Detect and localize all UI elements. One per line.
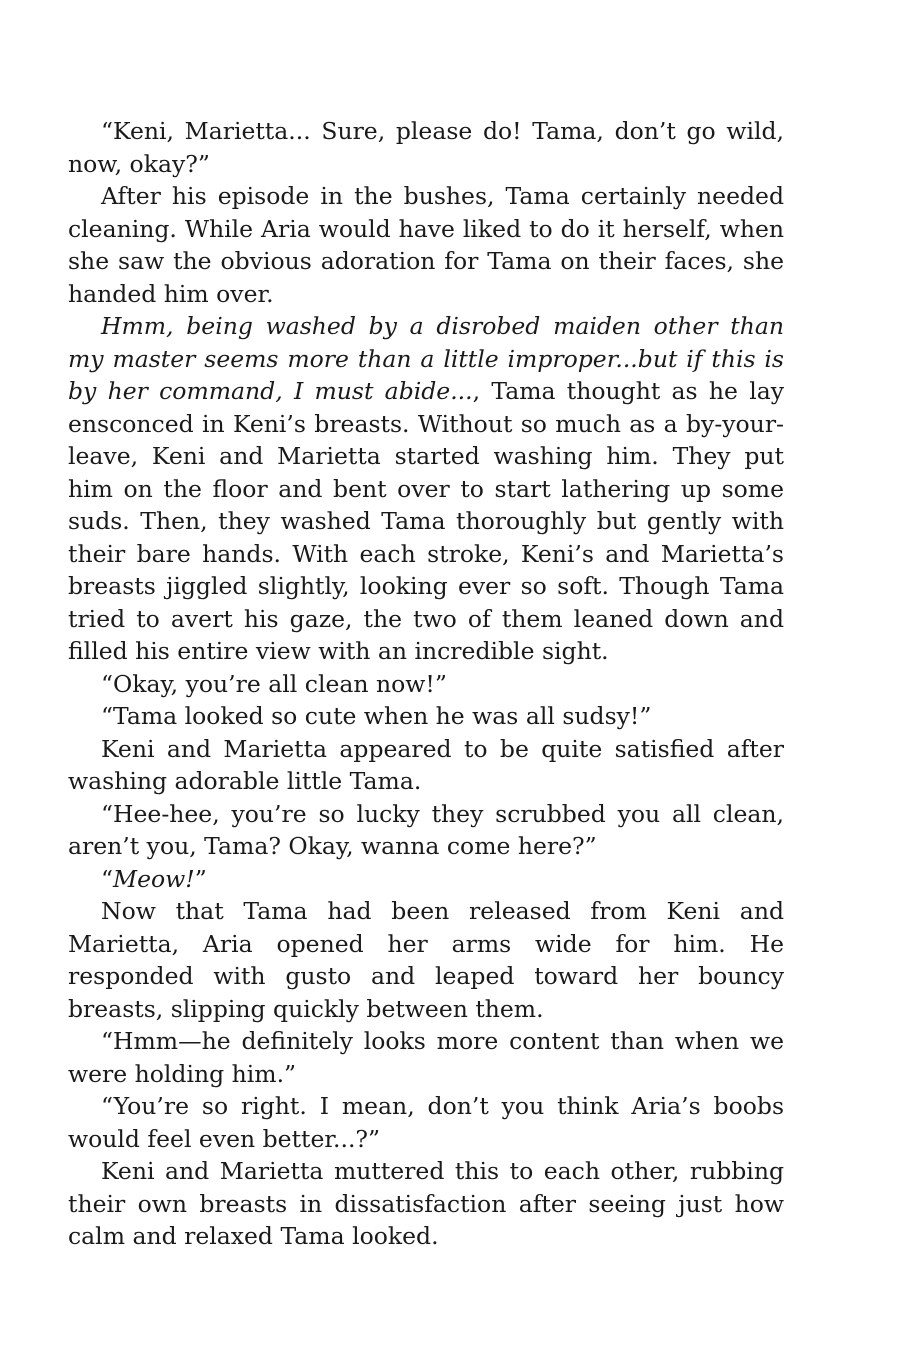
paragraph-muttered xyxy=(68,1155,784,1253)
paragraph-text: “Keni, Marietta... Sure, please do! Tama, don’t go wild, now, okay?” xyxy=(68,117,784,178)
page-body xyxy=(68,115,784,1253)
paragraph-text: “You’re so right. I mean, don’t you think Aria’s boobs would feel even better...?” xyxy=(68,1092,784,1153)
paragraph-cute-sudsy xyxy=(68,700,784,733)
paragraph-text: “Hmm—he definitely looks more content than when we were holding him.” xyxy=(68,1027,784,1088)
paragraph-text: “Tama looked so cute when he was all sudsy!” xyxy=(101,702,652,730)
paragraph-satisfied xyxy=(68,733,784,798)
paragraph-text: “Hee-hee, you’re so lucky they scrubbed you all clean, aren’t you, Tama? Okay, wanna come here?” xyxy=(68,799,784,860)
paragraph-text: , Tama thought as he lay ensconced in Keni’s breasts. Without so much as a by-your-leave, Keni and Marietta started washing him. They put him on the floor and bent over to start lathering up some suds. Then, they washed Tama thoroughly but gently with their bare hands. With each stroke, Keni’s and Marietta’s breasts jiggled slightly, looking ever so soft. Though Tama tried to avert his gaze, the two of them leaned down and filled his entire view with an incredible sight. xyxy=(68,377,784,665)
paragraph-text: “Okay, you’re all clean now!” xyxy=(101,669,447,698)
italic-meow-text: Meow! xyxy=(113,864,195,893)
paragraph-hee-hee xyxy=(68,798,784,863)
quote-open: “ xyxy=(101,864,114,893)
paragraph-released xyxy=(68,895,784,1025)
paragraph-text: Now that Tama had been released from Keni and Marietta, Aria opened her arms wide for him. He responded with gusto and leaped toward her bouncy breasts, slipping quickly between them. xyxy=(68,897,784,1023)
paragraph-text: Keni and Marietta muttered this to each other, rubbing their own breasts in dissatisfaction after seeing just how calm and relaxed Tama looked. xyxy=(68,1157,784,1250)
paragraph-keni-marietta-sure xyxy=(68,115,784,180)
paragraph-meow xyxy=(68,863,784,896)
italic-thought-text: Hmm, being washed by a disrobed maiden other than my master seems more than a little improper...but if this is by her command, I must abide... xyxy=(68,312,784,405)
paragraph-text: After his episode in the bushes, Tama certainly needed cleaning. While Aria would have liked to do it herself, when she saw the obvious adoration for Tama on their faces, she handed him over. xyxy=(68,182,784,308)
paragraph-tama-thought xyxy=(68,310,784,668)
paragraph-text: Keni and Marietta appeared to be quite satisfied after washing adorable little Tama. xyxy=(68,734,784,795)
paragraph-more-content xyxy=(68,1025,784,1090)
paragraph-episode-in-bushes xyxy=(68,180,784,310)
paragraph-all-clean xyxy=(68,668,784,701)
quote-close: ” xyxy=(194,864,207,893)
paragraph-so-right xyxy=(68,1090,784,1155)
